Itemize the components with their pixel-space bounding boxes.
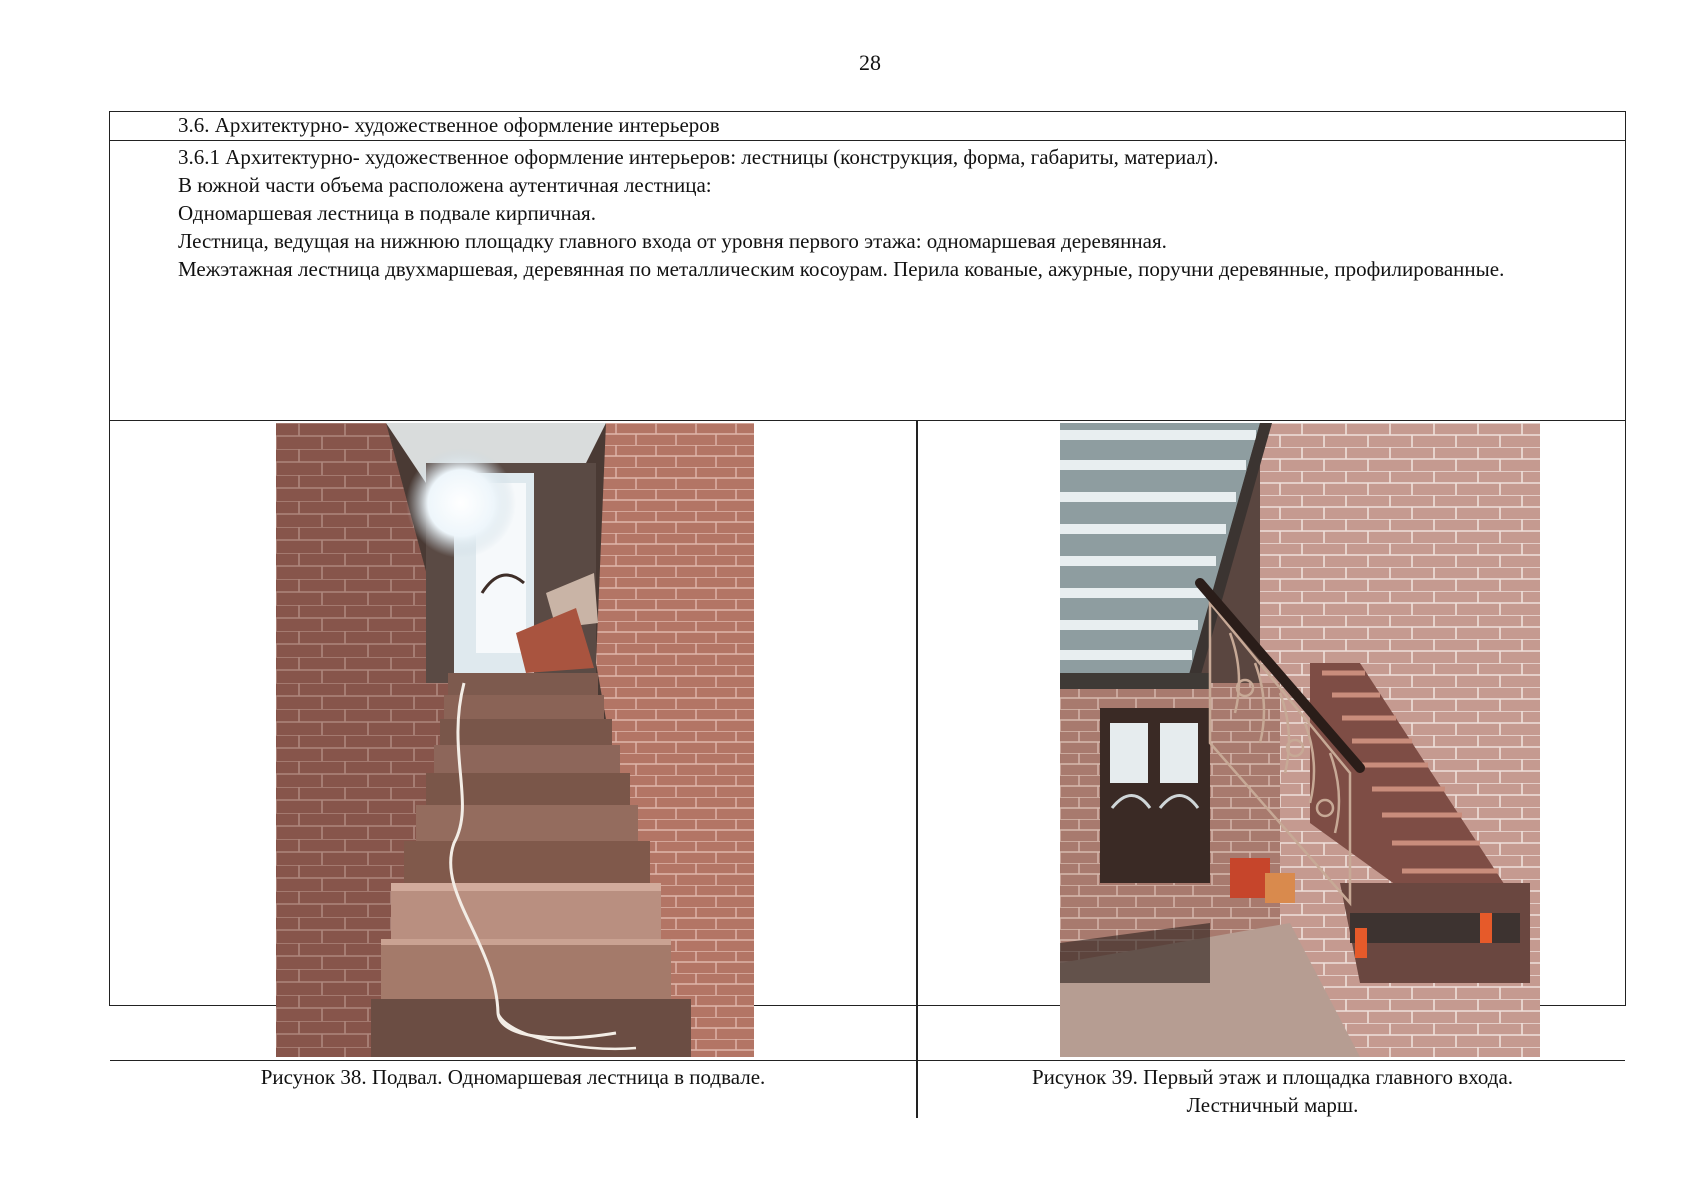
- figure-39-caption-line1: Рисунок 39. Первый этаж и площадка главного входа.: [1031, 1065, 1514, 1089]
- page-number: 28: [859, 50, 881, 75]
- figure-39-caption: [918, 1061, 1627, 1119]
- paragraph: Межэтажная лестница двухмаршевая, деревянная по металлическим косоурам. Перила кованые, ажурные, поручни деревянные, профилированные.: [178, 257, 1505, 281]
- document-table: [109, 111, 1626, 1117]
- section-title: 3.6. Архитектурно- художественное оформление интерьеров: [110, 112, 1625, 141]
- figure-38-caption: Рисунок 38. Подвал. Одномаршевая лестница в подвале.: [260, 1065, 766, 1089]
- figure-39-caption-line2: Лестничный марш.: [1186, 1093, 1359, 1117]
- paragraph: 3.6.1 Архитектурно- художественное оформление интерьеров: лестницы (конструкция, форма, габариты, материал).: [178, 145, 1219, 169]
- photo-row: [110, 421, 1625, 1061]
- basement-staircase-photo: [276, 423, 754, 1057]
- body-text: [110, 141, 1625, 421]
- paragraph: В южной части объема расположена аутентичная лестница:: [178, 173, 712, 197]
- first-floor-staircase-photo: [1060, 423, 1540, 1057]
- paragraph: Лестница, ведущая на нижнюю площадку главного входа от уровня первого этажа: одномаршевая деревянная.: [178, 229, 1167, 253]
- column-divider: [916, 421, 918, 1118]
- caption-row: [110, 1061, 1625, 1118]
- paragraph: Одномаршевая лестница в подвале кирпичная.: [178, 201, 596, 225]
